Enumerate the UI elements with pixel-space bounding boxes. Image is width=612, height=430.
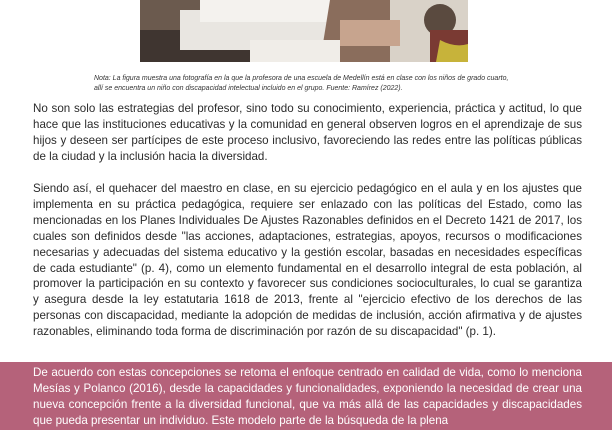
figure-caption: Nota: La figura muestra una fotografía en la que la profesora de una escuela de Medellín está en clase con los niños de grado cuarto, allí se encuentra un niño con discapacidad intelectual incluido en el grupo. Fuente: Ramírez (2022). bbox=[94, 75, 509, 92]
body-paragraph-2: Siendo así, el quehacer del maestro en clase, en su ejercicio pedagógico en el aula y en los ajustes que implementa en su práctica pedagógica, requiere ser enlazado con las políticas del Estado, como las mencionadas en los Planes Individuales De Ajustes Razonables definidos en el Decreto 1421 de 2017, los cuales son definidos desde "las acciones, adaptaciones, estrategias, apoyos, recursos o modificaciones necesarias y adecuadas del sistema educativo y la gestión escolar, basadas en necesidades específicas de cada estudiante" (p. 4), como un elemento fundamental en el desarrollo integral de esta población, al promover la participación en su contexto y favorecer sus condiciones socioculturales, lo cual se garantiza y asegura desde la ley estatutaria 1618 de 2013, frente al "ejercicio efectivo de los derechos de las personas con discapacidad, mediante la adopción de medidas de inclusión, acción afirmativa y de ajustes razonables, eliminando toda forma de discriminación por razón de su discapacidad" (p. 1). bbox=[33, 182, 582, 339]
body-paragraph-1: No son solo las estrategias del profesor, sino todo su conocimiento, experiencia, práctica y actitud, lo que hace que las instituciones educativas y la comunidad en general observen logros en el aprendizaje de sus hijos y deseen ser partícipes de este proceso inclusivo, favoreciendo las redes entre las políticas públicas de la ciudad y la inclusión hacia la diversidad. bbox=[33, 102, 582, 163]
classroom-photo bbox=[140, 0, 468, 62]
highlight-paragraph: De acuerdo con estas concepciones se retoma el enfoque centrado en calidad de vida, como lo menciona Mesías y Polanco (2016), desde la capacidades y funcionalidades, exponiendo la necesidad de crear una nueva concepción frente a la diversidad funcional, que va más allá de las capacidades y discapacidades que pueda presentar un individuo. Este modelo parte de la búsqueda de la plena bbox=[33, 366, 582, 427]
